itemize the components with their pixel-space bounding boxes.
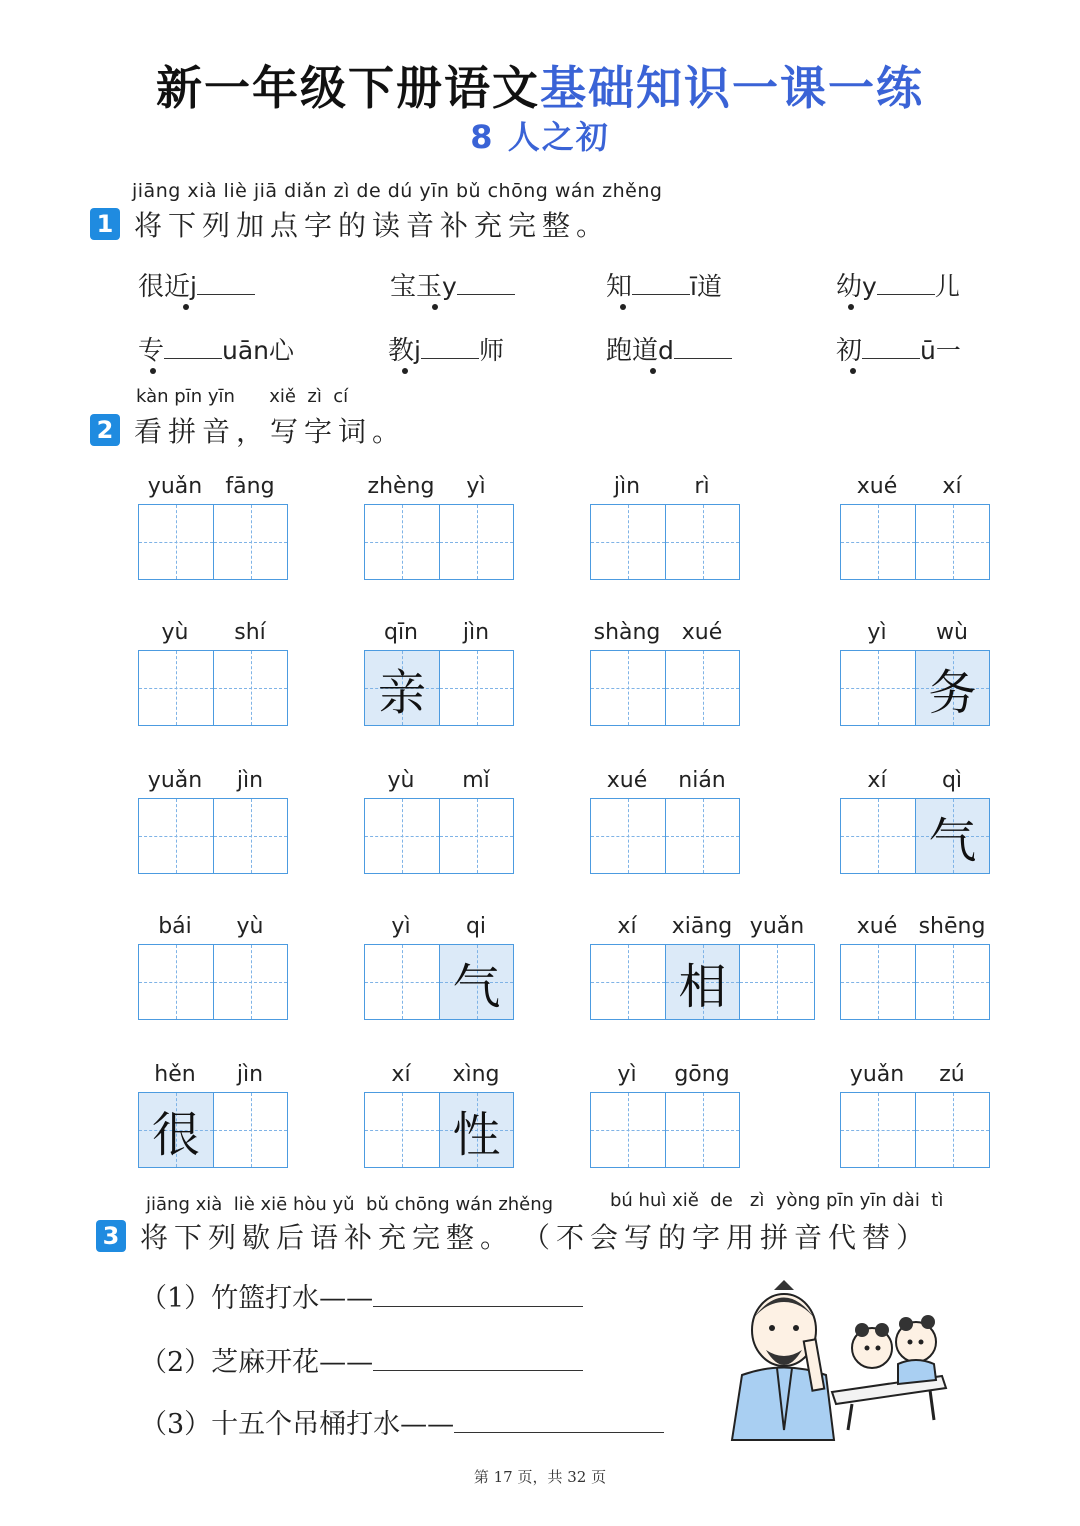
q1-item-pinyin-start: y: [862, 272, 877, 301]
q1-item-word: 初: [836, 336, 863, 366]
word-grid: [364, 914, 514, 1020]
q1-item-pinyin-start: d: [658, 336, 674, 365]
q1-item-pinyin-end: ī道: [690, 272, 722, 301]
syllable-pinyin: shēng: [918, 914, 986, 939]
q1-item: [836, 330, 961, 367]
q1-answer-blank[interactable]: [674, 336, 732, 359]
word-grid: [364, 474, 514, 580]
word-grid: [590, 914, 815, 1020]
tianzige-grid: [840, 650, 990, 726]
syllable-pinyin: nián: [678, 768, 726, 793]
emphasis-dot: [183, 304, 189, 310]
word-pinyin: [138, 768, 288, 798]
given-character-cell: [915, 799, 989, 873]
teacher-students-illustration: [722, 1280, 952, 1450]
write-character-cell[interactable]: [439, 799, 513, 873]
q1-pinyin: jiāng xià liè jiā diǎn zì de dú yīn bǔ chōng wán zhěng: [132, 180, 663, 202]
q3-answer-blank[interactable]: [373, 1286, 583, 1307]
q1-answer-blank[interactable]: [164, 336, 222, 359]
write-character-cell[interactable]: [915, 1093, 989, 1167]
page-title: [0, 52, 1080, 118]
q1-item: [138, 266, 255, 303]
q1-item-pinyin-start: j: [190, 272, 197, 301]
word-grid: [840, 620, 990, 726]
syllable-pinyin: qīn: [383, 620, 419, 645]
q1-item: [606, 330, 732, 367]
syllable-pinyin: xué: [856, 914, 898, 939]
write-character-cell[interactable]: [139, 651, 213, 725]
given-character-cell: [915, 651, 989, 725]
syllable-pinyin: xìng: [452, 1062, 500, 1087]
page-footer: 第 17 页，共 32 页: [473, 1468, 607, 1486]
q1-answer-blank[interactable]: [877, 272, 935, 295]
word-pinyin: [138, 1062, 288, 1092]
tianzige-grid: [138, 650, 288, 726]
write-character-cell[interactable]: [591, 1093, 665, 1167]
emphasis-dot: [848, 304, 854, 310]
syllable-pinyin: yù: [236, 914, 264, 939]
syllable-pinyin: shí: [234, 620, 266, 645]
tianzige-grid: [840, 1092, 990, 1168]
tianzige-grid: [364, 798, 514, 874]
given-character-cell: [139, 1093, 213, 1167]
word-grid: [840, 768, 990, 874]
q1-answer-blank[interactable]: [457, 272, 515, 295]
write-character-cell[interactable]: [439, 651, 513, 725]
syllable-pinyin: yuǎn: [147, 768, 203, 793]
q3-answer-blank[interactable]: [373, 1350, 583, 1371]
q1-answer-blank[interactable]: [197, 272, 255, 295]
given-character: 气: [928, 812, 977, 869]
syllable-pinyin: yù: [387, 768, 415, 793]
syllable-pinyin: yuǎn: [147, 474, 203, 499]
tianzige-grid: [590, 944, 815, 1020]
word-pinyin: [364, 768, 514, 798]
write-character-cell[interactable]: [213, 651, 287, 725]
tianzige-grid: [364, 504, 514, 580]
word-grid: [590, 768, 740, 874]
tianzige-grid: [138, 944, 288, 1020]
word-pinyin: [364, 474, 514, 504]
word-pinyin: [364, 1062, 514, 1092]
syllable-pinyin: rì: [694, 474, 710, 499]
syllable-pinyin: zhèng: [367, 474, 435, 499]
word-grid: [364, 768, 514, 874]
q1-answer-blank[interactable]: [862, 336, 920, 359]
syllable-pinyin: yì: [867, 620, 887, 645]
tianzige-grid: [364, 1092, 514, 1168]
emphasis-dot: [402, 368, 408, 374]
write-character-cell[interactable]: [841, 1093, 915, 1167]
q3-pinyin-a: jiāng xià liè xiē hòu yǔ bǔ chōng wán zhěng: [146, 1194, 554, 1215]
write-character-cell[interactable]: [591, 799, 665, 873]
syllable-pinyin: jìn: [236, 768, 264, 793]
word-grid: [138, 620, 288, 726]
syllable-pinyin: xí: [391, 1062, 411, 1087]
word-pinyin: [138, 620, 288, 650]
q1-item-word: 专: [138, 336, 165, 366]
syllable-pinyin: xí: [942, 474, 962, 499]
syllable-pinyin: xué: [606, 768, 648, 793]
q3-item: [140, 1340, 583, 1379]
syllable-pinyin: yù: [161, 620, 189, 645]
write-character-cell[interactable]: [665, 1093, 739, 1167]
syllable-pinyin: hěn: [154, 1062, 196, 1087]
word-pinyin: [364, 620, 514, 650]
word-pinyin: [590, 1062, 740, 1092]
given-character-cell: [365, 651, 439, 725]
word-pinyin: [840, 768, 990, 798]
write-character-cell[interactable]: [841, 505, 915, 579]
tianzige-grid: [840, 504, 990, 580]
q1-item-pinyin-end: 儿: [934, 272, 960, 301]
word-pinyin: [590, 914, 815, 944]
syllable-pinyin: yì: [466, 474, 486, 499]
q1-instruction: 将下列加点字的读音补充完整。: [134, 209, 611, 242]
q1-item-word: 幼: [836, 272, 863, 302]
q1-item-pinyin-start: j: [414, 336, 421, 365]
word-pinyin: [840, 620, 990, 650]
q1-item: [390, 266, 515, 303]
q1-item: [388, 330, 504, 367]
write-character-cell[interactable]: [213, 799, 287, 873]
syllable-pinyin: xué: [681, 620, 723, 645]
q1-item-word: 宝玉: [390, 272, 443, 302]
lesson-title: 8 人之初: [470, 118, 610, 156]
write-character-cell[interactable]: [139, 945, 213, 1019]
word-grid: [840, 474, 990, 580]
tianzige-grid: [840, 798, 990, 874]
word-grid: [364, 620, 514, 726]
q1-item-pinyin-start: y: [442, 272, 457, 301]
syllable-pinyin: yì: [617, 1062, 637, 1087]
q1-item: [606, 266, 722, 303]
q1-item-word: 教: [388, 336, 415, 366]
syllable-pinyin: gōng: [674, 1062, 730, 1087]
syllable-pinyin: qì: [941, 768, 963, 793]
q1-item: [836, 266, 960, 303]
syllable-pinyin: xí: [617, 914, 637, 939]
word-pinyin: [590, 474, 740, 504]
q2-instruction: 看拼音，写字词。: [134, 415, 407, 448]
word-pinyin: [840, 914, 990, 944]
tianzige-grid: [590, 504, 740, 580]
q1-item: [138, 330, 294, 367]
tianzige-grid: [590, 798, 740, 874]
q3-instruction-note: （不会写的字用拼音代替）: [522, 1221, 931, 1254]
write-character-cell[interactable]: [213, 1093, 287, 1167]
given-character-cell: [439, 945, 513, 1019]
write-character-cell[interactable]: [365, 945, 439, 1019]
given-character-cell: [665, 945, 739, 1019]
q1-heading: [90, 204, 610, 244]
title-part-2: 基础知识一课一练: [540, 61, 924, 115]
word-grid: [138, 768, 288, 874]
tianzige-grid: [364, 650, 514, 726]
tianzige-grid: [138, 1092, 288, 1168]
word-grid: [840, 1062, 990, 1168]
word-pinyin: [590, 768, 740, 798]
write-character-cell[interactable]: [591, 945, 665, 1019]
q3-answer-blank[interactable]: [454, 1412, 664, 1433]
q1-item-pinyin-end: ū一: [920, 336, 961, 365]
syllable-pinyin: mǐ: [462, 768, 490, 793]
q1-answer-blank[interactable]: [632, 272, 690, 295]
syllable-pinyin: xiāng: [671, 914, 733, 939]
syllable-pinyin: yì: [391, 914, 411, 939]
given-character: 亲: [377, 664, 426, 721]
q3-item-label: （2）芝麻开花——: [140, 1347, 374, 1378]
given-character: 务: [928, 664, 977, 721]
word-grid: [364, 1062, 514, 1168]
syllable-pinyin: fāng: [225, 474, 275, 499]
write-character-cell[interactable]: [591, 505, 665, 579]
syllable-pinyin: shàng: [593, 620, 661, 645]
write-character-cell[interactable]: [139, 799, 213, 873]
write-character-cell[interactable]: [665, 505, 739, 579]
word-grid: [138, 914, 288, 1020]
q1-number-badge: 1: [90, 208, 120, 240]
tianzige-grid: [364, 944, 514, 1020]
q3-item-label: （3）十五个吊桶打水——: [140, 1409, 455, 1440]
syllable-pinyin: jìn: [236, 1062, 264, 1087]
write-character-cell[interactable]: [365, 505, 439, 579]
write-character-cell[interactable]: [915, 505, 989, 579]
syllable-pinyin: xí: [867, 768, 887, 793]
write-character-cell[interactable]: [915, 945, 989, 1019]
write-character-cell[interactable]: [841, 651, 915, 725]
word-pinyin: [138, 474, 288, 504]
q1-item-word: 很近: [138, 272, 191, 302]
tianzige-grid: [840, 944, 990, 1020]
tianzige-grid: [138, 504, 288, 580]
tianzige-grid: [138, 798, 288, 874]
write-character-cell[interactable]: [439, 505, 513, 579]
q1-item-word: 跑道: [606, 336, 659, 366]
q3-item: [140, 1402, 664, 1441]
word-pinyin: [364, 914, 514, 944]
q1-item-pinyin-end: 师: [478, 336, 504, 365]
given-character: 性: [452, 1106, 501, 1163]
q3-instruction: 将下列歇后语补充完整。: [140, 1221, 515, 1254]
word-grid: [840, 914, 990, 1020]
syllable-pinyin: zú: [939, 1062, 965, 1087]
word-grid: [138, 1062, 288, 1168]
emphasis-dot: [650, 368, 656, 374]
emphasis-dot: [620, 304, 626, 310]
write-character-cell[interactable]: [591, 651, 665, 725]
write-character-cell[interactable]: [365, 1093, 439, 1167]
write-character-cell[interactable]: [841, 799, 915, 873]
word-grid: [590, 474, 740, 580]
write-character-cell[interactable]: [665, 651, 739, 725]
write-character-cell[interactable]: [841, 945, 915, 1019]
word-grid: [590, 620, 740, 726]
write-character-cell[interactable]: [739, 945, 813, 1019]
word-grid: [590, 1062, 740, 1168]
write-character-cell[interactable]: [139, 505, 213, 579]
q3-item-label: （1）竹篮打水——: [140, 1283, 374, 1314]
q3-heading: [96, 1216, 930, 1256]
word-pinyin: [840, 1062, 990, 1092]
syllable-pinyin: wù: [936, 620, 968, 645]
syllable-pinyin: jìn: [613, 474, 641, 499]
q2-pinyin: kàn pīn yīn xiě zì cí: [136, 386, 349, 407]
tianzige-grid: [590, 1092, 740, 1168]
syllable-pinyin: jìn: [462, 620, 490, 645]
write-character-cell[interactable]: [365, 799, 439, 873]
q3-number-badge: 3: [96, 1220, 126, 1252]
title-part-1: 新一年级下册语文: [156, 61, 540, 115]
q1-answer-blank[interactable]: [421, 336, 479, 359]
tianzige-grid: [590, 650, 740, 726]
q3-pinyin-b: bú huì xiě de zì yòng pīn yīn dài tì: [610, 1190, 944, 1211]
word-pinyin: [138, 914, 288, 944]
syllable-pinyin: bái: [158, 914, 192, 939]
given-character: 气: [452, 958, 501, 1015]
emphasis-dot: [150, 368, 156, 374]
syllable-pinyin: yuǎn: [849, 1062, 905, 1087]
syllable-pinyin: qi: [465, 914, 487, 939]
given-character-cell: [439, 1093, 513, 1167]
write-character-cell[interactable]: [665, 799, 739, 873]
q1-item-word: 知: [606, 272, 633, 302]
given-character: 很: [151, 1106, 200, 1163]
word-grid: [138, 474, 288, 580]
write-character-cell[interactable]: [213, 945, 287, 1019]
syllable-pinyin: yuǎn: [749, 914, 805, 939]
q1-item-pinyin-end: uān心: [222, 336, 295, 365]
given-character: 相: [678, 958, 727, 1015]
write-character-cell[interactable]: [213, 505, 287, 579]
emphasis-dot: [432, 304, 438, 310]
word-pinyin: [590, 620, 740, 650]
q3-item: [140, 1276, 583, 1315]
q2-heading: [90, 410, 406, 450]
word-pinyin: [840, 474, 990, 504]
syllable-pinyin: xué: [856, 474, 898, 499]
q2-number-badge: 2: [90, 414, 120, 446]
emphasis-dot: [850, 368, 856, 374]
